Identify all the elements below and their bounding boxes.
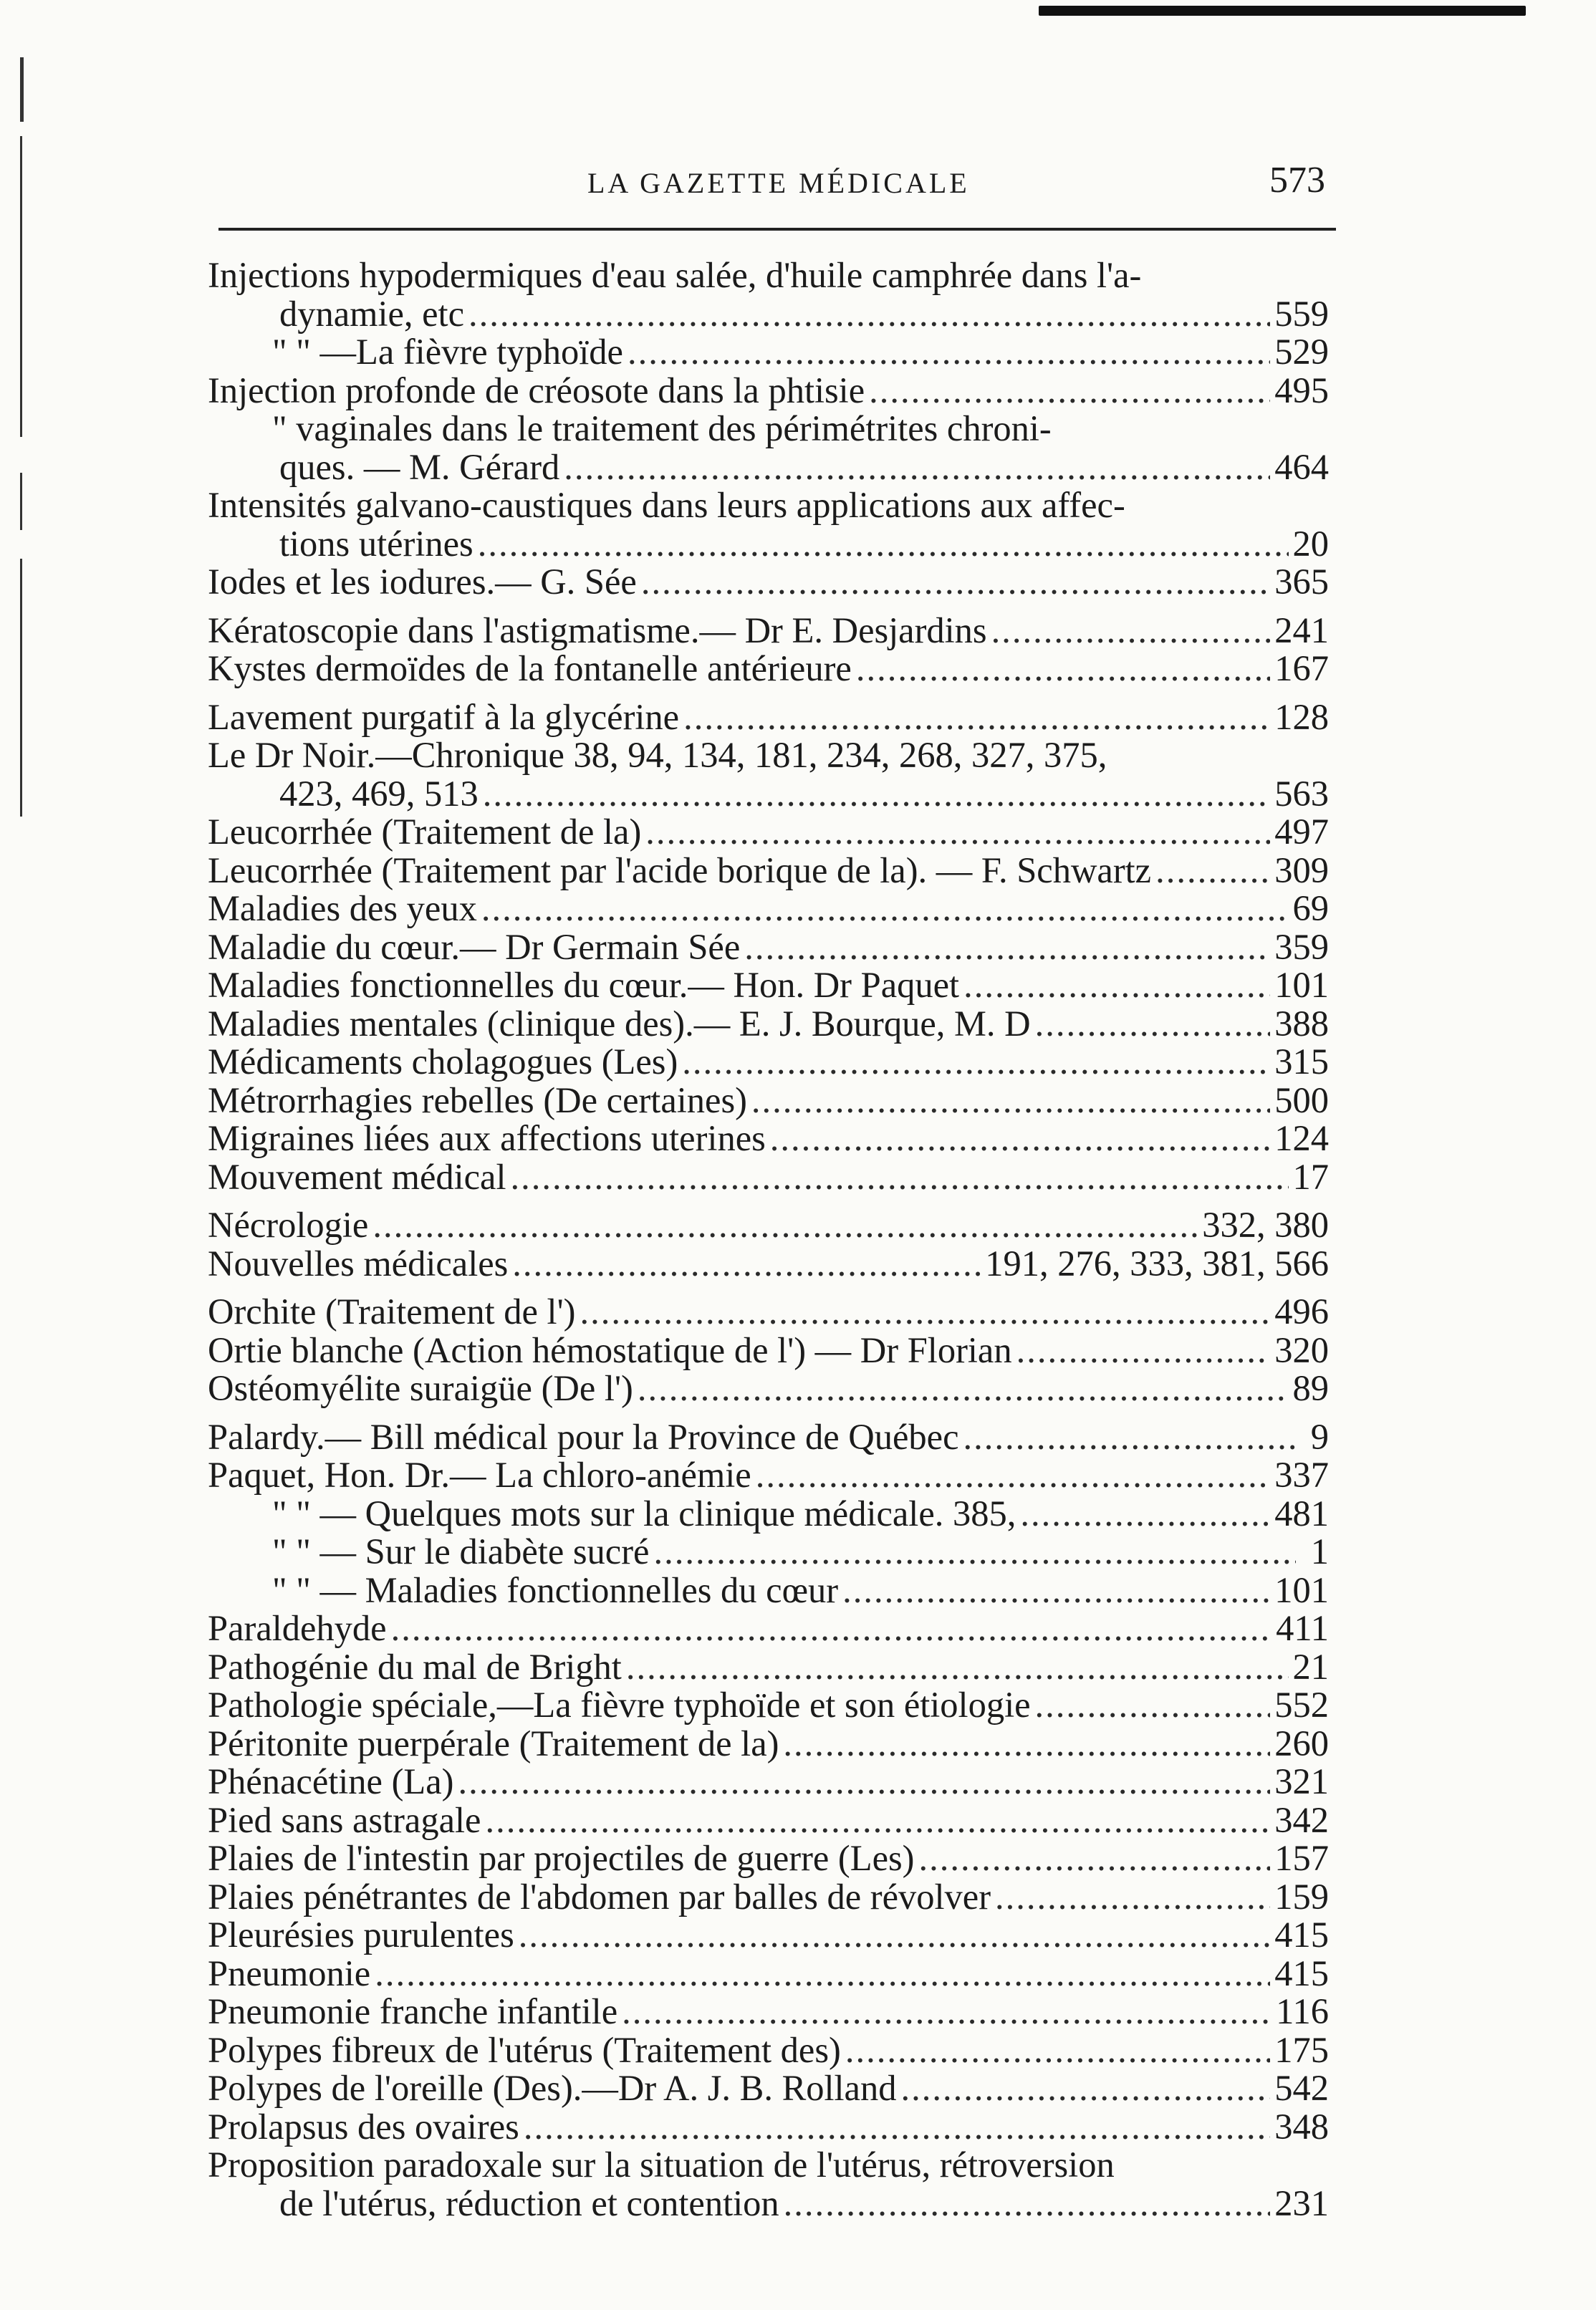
dot-leader [784, 2185, 1271, 2223]
index-entry [208, 1206, 1329, 1245]
dot-leader [641, 563, 1270, 602]
index-entry [208, 1763, 1329, 1801]
entry-text: " " — Sur le diabète sucré [272, 1531, 650, 1572]
header-rule [218, 228, 1336, 231]
dot-leader [481, 890, 1289, 928]
entry-text: Ostéomyélite suraigüe (De l') [208, 1368, 633, 1408]
entry-page-number: 21 [1292, 1646, 1329, 1687]
entry-text: Maladies fonctionnelles du cœur.— Hon. Dr Paquet [208, 965, 960, 1005]
entry-page-number: 359 [1274, 926, 1329, 967]
entry-line [208, 928, 1329, 967]
dot-leader [751, 1082, 1270, 1120]
index-entry [208, 2069, 1329, 2108]
entry-text: Pathogénie du mal de Bright [208, 1646, 622, 1687]
dot-leader [653, 1533, 1296, 1572]
entry-text: Ortie blanche (Action hémostatique de l') — Dr Florian [208, 1329, 1012, 1370]
entry-line [208, 890, 1329, 928]
index-entry [208, 1079, 1329, 1120]
entry-page-number: 9 [1310, 1416, 1329, 1457]
entry-line [208, 486, 1329, 525]
entry-line [208, 966, 1329, 1005]
index-entry [208, 1120, 1329, 1158]
dot-leader [580, 1293, 1270, 1332]
entry-text: ques. — M. Gérard [279, 446, 560, 487]
entry-text: Plaies de l'intestin par projectiles de guerre (Les) [208, 1838, 915, 1878]
entry-line [208, 1878, 1329, 1917]
entry-line [208, 295, 1329, 334]
entry-page-number: 542 [1274, 2068, 1329, 2108]
entry-text: Iodes et les iodures.— G. Sée [208, 562, 637, 602]
dot-leader [375, 1955, 1270, 1993]
entry-page-number: 500 [1274, 1079, 1329, 1120]
entry-line [208, 1370, 1329, 1408]
entry-line [208, 852, 1329, 890]
dot-leader [458, 1763, 1271, 1801]
letter-group-gap [208, 1196, 1329, 1206]
entry-line [208, 1245, 1329, 1284]
entry-text: Leucorrhée (Traitement par l'acide borique de la). — F. Schwartz [208, 850, 1152, 890]
dot-leader [683, 698, 1270, 737]
entry-page-number: 157 [1274, 1838, 1329, 1878]
entry-page-number: 17 [1292, 1156, 1329, 1197]
entry-line [208, 1533, 1329, 1572]
entry-page-number: 124 [1274, 1118, 1329, 1158]
entry-text: Paraldehyde [208, 1608, 387, 1648]
dot-leader [478, 525, 1289, 564]
entry-text: Orchite (Traitement de l') [208, 1291, 576, 1332]
entry-text: Lavement purgatif à la glycérine [208, 696, 680, 737]
index-entry [208, 1648, 1329, 1687]
entry-page-number: 559 [1274, 293, 1329, 334]
entry-text: Nouvelles médicales [208, 1243, 509, 1284]
dot-leader [995, 1878, 1270, 1917]
index-entry [208, 1686, 1329, 1725]
index-entry [208, 1801, 1329, 1840]
entry-line [208, 2031, 1329, 2070]
entry-line [208, 256, 1329, 295]
entry-text: Pneumonie franche infantile [208, 1991, 618, 2031]
dot-leader [1035, 1686, 1271, 1725]
entry-page-number: 495 [1274, 370, 1329, 410]
entry-text: Pied sans astragale [208, 1799, 481, 1840]
index-entry [208, 2031, 1329, 2070]
dot-leader [991, 612, 1271, 650]
index-entry [208, 1609, 1329, 1648]
entry-line [208, 1158, 1329, 1197]
entry-line [208, 1418, 1329, 1457]
entry-text: dynamie, etc [279, 293, 464, 334]
entry-page-number: 101 [1274, 1569, 1329, 1610]
dot-leader [856, 650, 1270, 688]
index-entry [208, 1569, 1329, 1610]
entry-page-number: 20 [1292, 523, 1329, 564]
dot-leader [963, 966, 1270, 1005]
index-entry [208, 813, 1329, 852]
entry-line [208, 1043, 1329, 1082]
entry-text: Le Dr Noir.—Chronique 38, 94, 134, 181, 234, 268, 327, 375, [208, 735, 1107, 775]
entry-page-number: 167 [1274, 648, 1329, 688]
entry-text: Péritonite puerpérale (Traitement de la) [208, 1723, 779, 1763]
page-number: 573 [1269, 160, 1325, 201]
dot-leader [869, 372, 1270, 410]
index-entry [208, 1495, 1329, 1534]
entry-line [208, 1725, 1329, 1763]
index-entry [208, 736, 1329, 813]
entry-text: Prolapsus des ovaires [208, 2106, 519, 2147]
index-entry [208, 1725, 1329, 1763]
entry-line [208, 813, 1329, 852]
entry-page-number: 309 [1274, 850, 1329, 890]
index-entry [208, 966, 1329, 1005]
dot-leader [1020, 1495, 1270, 1534]
entry-text: " " — Quelques mots sur la clinique médicale. 385, [272, 1493, 1016, 1534]
entry-line [208, 612, 1329, 650]
index-entry [208, 1916, 1329, 1955]
dot-leader [645, 813, 1270, 852]
entry-line [208, 1120, 1329, 1158]
index-entry [208, 256, 1329, 333]
entry-page-number: 415 [1274, 1953, 1329, 1993]
entry-line [208, 650, 1329, 688]
entry-page-number: 116 [1276, 1991, 1329, 2031]
index-entry [208, 928, 1329, 967]
index-entry [208, 1329, 1329, 1370]
dot-leader [756, 1456, 1271, 1495]
entry-page-number: 348 [1274, 2106, 1329, 2147]
index-entry [208, 612, 1329, 650]
dot-leader [524, 2108, 1270, 2147]
entry-page-number: 529 [1274, 332, 1329, 372]
entry-line [208, 1648, 1329, 1687]
entry-line [208, 2069, 1329, 2108]
entry-line [208, 1495, 1329, 1534]
dot-leader [900, 2069, 1270, 2108]
index-entry [208, 372, 1329, 410]
entry-text: " vaginales dans le traitement des périmétrites chroni- [272, 408, 1052, 448]
entry-text: de l'utérus, réduction et contention [279, 2183, 779, 2223]
entry-text: Paquet, Hon. Dr.— La chloro-anémie [208, 1455, 751, 1495]
dot-leader [391, 1609, 1272, 1648]
dot-leader [468, 295, 1270, 334]
index-entry [208, 563, 1329, 602]
entry-text: Plaies pénétrantes de l'abdomen par balles de révolver [208, 1876, 991, 1917]
entry-page-number: 159 [1274, 1876, 1329, 1917]
entry-page-number: 411 [1276, 1608, 1329, 1648]
dot-leader [638, 1370, 1289, 1408]
entry-line [208, 1955, 1329, 1993]
index-entry [208, 410, 1329, 486]
entry-page-number: 231 [1274, 2183, 1329, 2223]
dot-leader [483, 775, 1271, 814]
entry-text: Proposition paradoxale sur la situation de l'utérus, rétroversion [208, 2145, 1115, 2185]
entry-text: Polypes de l'oreille (Des).—Dr A. J. B. Rolland [208, 2068, 897, 2108]
entry-line [208, 2108, 1329, 2147]
entry-page-number: 497 [1274, 812, 1329, 852]
dot-leader [512, 1245, 981, 1284]
index-entry [208, 1370, 1329, 1408]
entry-line [208, 1763, 1329, 1801]
entry-text: Maladie du cœur.— Dr Germain Sée [208, 926, 741, 967]
index-entry [208, 2108, 1329, 2147]
dot-leader [963, 1418, 1297, 1457]
index-entry [208, 486, 1329, 563]
index-entry [208, 1245, 1329, 1284]
entry-line [208, 1005, 1329, 1044]
entry-text: Pathologie spéciale,—La fièvre typhoïde et son étiologie [208, 1685, 1031, 1725]
dot-leader [783, 1725, 1270, 1763]
entry-text: Polypes fibreux de l'utérus (Traitement des) [208, 2029, 841, 2070]
entry-page-number: 260 [1274, 1723, 1329, 1763]
index-entry [208, 333, 1329, 372]
index-entry [208, 1533, 1329, 1572]
entry-line [208, 1456, 1329, 1495]
entry-line [208, 448, 1329, 487]
index-entry [208, 698, 1329, 737]
entry-line [208, 2185, 1329, 2223]
index-entry [208, 1005, 1329, 1044]
entry-text: Palardy.— Bill médical pour la Province de Québec [208, 1416, 959, 1457]
index-entry [208, 650, 1329, 688]
entry-page-number: 315 [1274, 1041, 1329, 1082]
entry-page-number: 481 [1274, 1493, 1329, 1534]
dot-leader [485, 1801, 1270, 1840]
index-entry [208, 1839, 1329, 1878]
entry-text: Phénacétine (La) [208, 1761, 454, 1801]
entry-page-number: 552 [1274, 1685, 1329, 1725]
entry-page-number: 89 [1292, 1368, 1329, 1408]
entry-text: tions utérines [279, 523, 473, 564]
dot-leader [682, 1043, 1270, 1082]
entry-line [208, 372, 1329, 410]
entry-text: Pneumonie [208, 1953, 371, 1993]
entry-line [208, 1609, 1329, 1648]
entry-text: Maladies des yeux [208, 888, 477, 928]
entry-text: " " — Maladies fonctionnelles du cœur [272, 1569, 839, 1610]
entry-text: Métrorrhagies rebelles (De certaines) [208, 1079, 747, 1120]
entry-line [208, 775, 1329, 814]
entry-page-number: 128 [1274, 696, 1329, 737]
dot-leader [564, 448, 1270, 487]
entry-page-number: 337 [1274, 1455, 1329, 1495]
entry-line [208, 1993, 1329, 2031]
dot-leader [1155, 852, 1270, 890]
journal-title: LA GAZETTE MÉDICALE [587, 167, 970, 199]
entry-line [208, 1569, 1329, 1610]
entry-text: Kératoscopie dans l'astigmatisme.— Dr E. Desjardins [208, 610, 987, 650]
entry-line [208, 563, 1329, 602]
index-entry [208, 1043, 1329, 1082]
dot-leader [1016, 1332, 1271, 1370]
dot-leader [622, 1993, 1271, 2031]
dot-leader [918, 1839, 1270, 1878]
index-entry [208, 1878, 1329, 1917]
entry-line [208, 1916, 1329, 1955]
entry-page-number: 415 [1274, 1915, 1329, 1955]
entry-line [208, 698, 1329, 737]
index-entry [208, 1993, 1329, 2031]
entry-line [208, 736, 1329, 775]
entry-text: Injections hypodermiques d'eau salée, d'huile camphrée dans l'a- [208, 255, 1142, 295]
entry-text: Mouvement médical [208, 1156, 506, 1197]
index-entry [208, 1456, 1329, 1495]
entry-page-number: 320 [1274, 1329, 1329, 1370]
entry-page-number: 321 [1274, 1761, 1329, 1801]
entry-page-number: 496 [1274, 1291, 1329, 1332]
entry-line [208, 1329, 1329, 1370]
entry-line [208, 1686, 1329, 1725]
entry-page-number: 175 [1274, 2029, 1329, 2070]
entry-page-number: 1 [1310, 1531, 1329, 1572]
dot-leader [744, 928, 1270, 967]
entry-line [208, 1206, 1329, 1245]
index-entry [208, 1418, 1329, 1457]
index-entry [208, 2146, 1329, 2223]
entry-text: Maladies mentales (clinique des).— E. J. Bourque, M. D [208, 1003, 1031, 1044]
entry-text: 423, 469, 513 [279, 773, 479, 814]
entry-text: Injection profonde de créosote dans la phtisie [208, 370, 865, 410]
dot-leader [628, 333, 1270, 372]
entry-line [208, 1293, 1329, 1332]
entry-text: " " —La fièvre typhoïde [272, 332, 623, 372]
dot-leader [519, 1916, 1271, 1955]
entry-text: Leucorrhée (Traitement de la) [208, 812, 642, 852]
index-entry [208, 1955, 1329, 1993]
dot-leader [626, 1648, 1289, 1687]
entry-line [208, 525, 1329, 564]
running-header [208, 159, 1325, 216]
entry-page-number: 69 [1292, 888, 1329, 928]
dot-leader [770, 1120, 1270, 1158]
entry-line [208, 410, 1329, 448]
dot-leader [1035, 1005, 1271, 1044]
entry-page-number: 101 [1274, 965, 1329, 1005]
entry-line [208, 1079, 1329, 1120]
entry-page-number: 365 [1274, 562, 1329, 602]
top-edge-bar [1039, 6, 1526, 16]
index-entry [208, 890, 1329, 928]
entry-line [208, 1801, 1329, 1840]
entry-text: Nécrologie [208, 1205, 369, 1245]
entry-page-number: 563 [1274, 773, 1329, 814]
index-entry [208, 852, 1329, 890]
entry-text: Médicaments cholagogues (Les) [208, 1041, 678, 1082]
dot-leader [372, 1206, 1198, 1245]
dot-leader [511, 1158, 1289, 1197]
entry-line [208, 1839, 1329, 1878]
index-list [208, 256, 1329, 2223]
entry-text: Kystes dermoïdes de la fontanelle antérieure [208, 648, 852, 688]
entry-line [208, 2146, 1329, 2185]
entry-text: Pleurésies purulentes [208, 1915, 514, 1955]
entry-text: Intensités galvano-caustiques dans leurs applications aux affec- [208, 485, 1125, 525]
entry-page-number: 191, 276, 333, 381, 566 [985, 1243, 1329, 1284]
entry-page-number: 388 [1274, 1003, 1329, 1044]
entry-page-number: 464 [1274, 446, 1329, 487]
index-entry [208, 1293, 1329, 1332]
index-entry [208, 1158, 1329, 1197]
entry-page-number: 332, 380 [1202, 1205, 1329, 1245]
entry-text: Migraines liées aux affections uterines [208, 1118, 766, 1158]
entry-page-number: 342 [1274, 1799, 1329, 1840]
dot-leader [842, 1572, 1270, 1610]
entry-line [208, 333, 1329, 372]
binding-edge-marks [14, 43, 32, 974]
dot-leader [845, 2031, 1270, 2070]
entry-page-number: 241 [1274, 610, 1329, 650]
